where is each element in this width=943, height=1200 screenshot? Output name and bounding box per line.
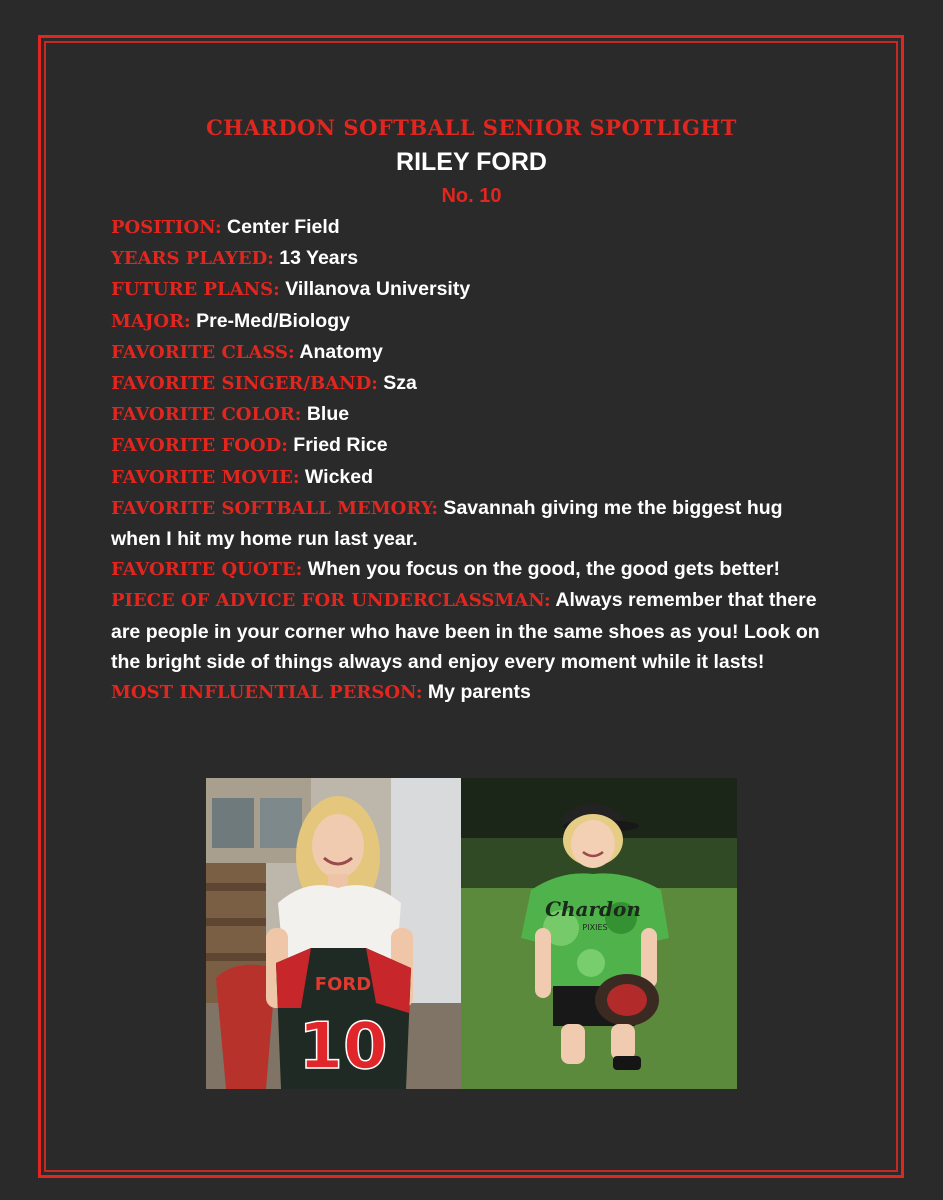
fact-value: When you focus on the good, the good gets better! <box>302 558 781 581</box>
fact-value: Wicked <box>299 465 374 488</box>
senior-photo-illustration <box>206 778 461 1089</box>
fact-label: FAVORITE SOFTBALL MEMORY: <box>111 497 439 519</box>
fact-favorite-singer <box>111 368 831 399</box>
fact-influential-person <box>111 677 831 708</box>
fact-favorite-color <box>111 399 831 430</box>
fact-label: FAVORITE MOVIE: <box>111 466 300 488</box>
fact-label: FUTURE PLANS: <box>111 279 280 301</box>
fact-value: My parents <box>422 681 531 704</box>
fact-label: POSITION: <box>111 217 222 238</box>
shirt-text: Chardon <box>545 897 641 921</box>
fact-position <box>111 212 831 243</box>
player-number: No. 10 <box>441 185 502 207</box>
fact-value: Blue <box>301 403 350 426</box>
senior-photo <box>206 778 461 1089</box>
fact-favorite-movie <box>111 462 831 493</box>
fact-label: YEARS PLAYED: <box>111 248 274 270</box>
jersey-name: FORD <box>314 974 372 995</box>
fact-value: Villanova University <box>279 278 471 301</box>
player-name: RILEY FORD <box>396 148 547 176</box>
fact-value: Anatomy <box>294 340 383 363</box>
fact-value: Pre-Med/Biology <box>190 309 350 332</box>
fact-label: PIECE OF ADVICE FOR UNDERCLASSMAN: <box>111 590 551 612</box>
photo-collage <box>206 778 737 1089</box>
fact-value: Savannah giving me the biggest hug when I hit my home run last year. <box>111 496 783 551</box>
shirt-subtext: PIXIES <box>582 923 608 932</box>
fact-value: 13 Years <box>273 247 359 270</box>
fact-value: Always remember that there are people in your corner who have been in the same shoes as you! Look on the bright side of things always and enjoy every moment while it lasts! <box>111 589 820 673</box>
fact-advice <box>111 585 831 677</box>
fact-label: MAJOR: <box>111 310 191 332</box>
fact-label: FAVORITE COLOR: <box>111 404 302 426</box>
spotlight-title: CHARDON SOFTBALL SENIOR SPOTLIGHT <box>206 115 737 140</box>
fact-major <box>111 306 831 337</box>
fact-favorite-quote <box>111 554 831 585</box>
jersey-number: 10 <box>298 1010 388 1084</box>
fact-label: FAVORITE SINGER/BAND: <box>111 373 378 395</box>
fact-years-played <box>111 243 831 274</box>
childhood-photo <box>461 778 737 1089</box>
fact-label: FAVORITE QUOTE: <box>111 559 303 581</box>
fact-favorite-class <box>111 337 831 368</box>
fact-label: FAVORITE CLASS: <box>111 341 295 363</box>
spotlight-header <box>0 112 943 212</box>
childhood-photo-illustration <box>461 778 737 1089</box>
fact-softball-memory <box>111 493 831 554</box>
fact-value: Sza <box>377 372 417 395</box>
fact-favorite-food <box>111 430 831 461</box>
fact-value: Fried Rice <box>287 434 388 457</box>
fact-future-plans <box>111 274 831 305</box>
player-facts-list <box>111 212 831 708</box>
fact-label: MOST INFLUENTIAL PERSON: <box>111 682 423 704</box>
fact-label: FAVORITE FOOD: <box>111 435 288 457</box>
fact-value: Center Field <box>221 216 340 238</box>
